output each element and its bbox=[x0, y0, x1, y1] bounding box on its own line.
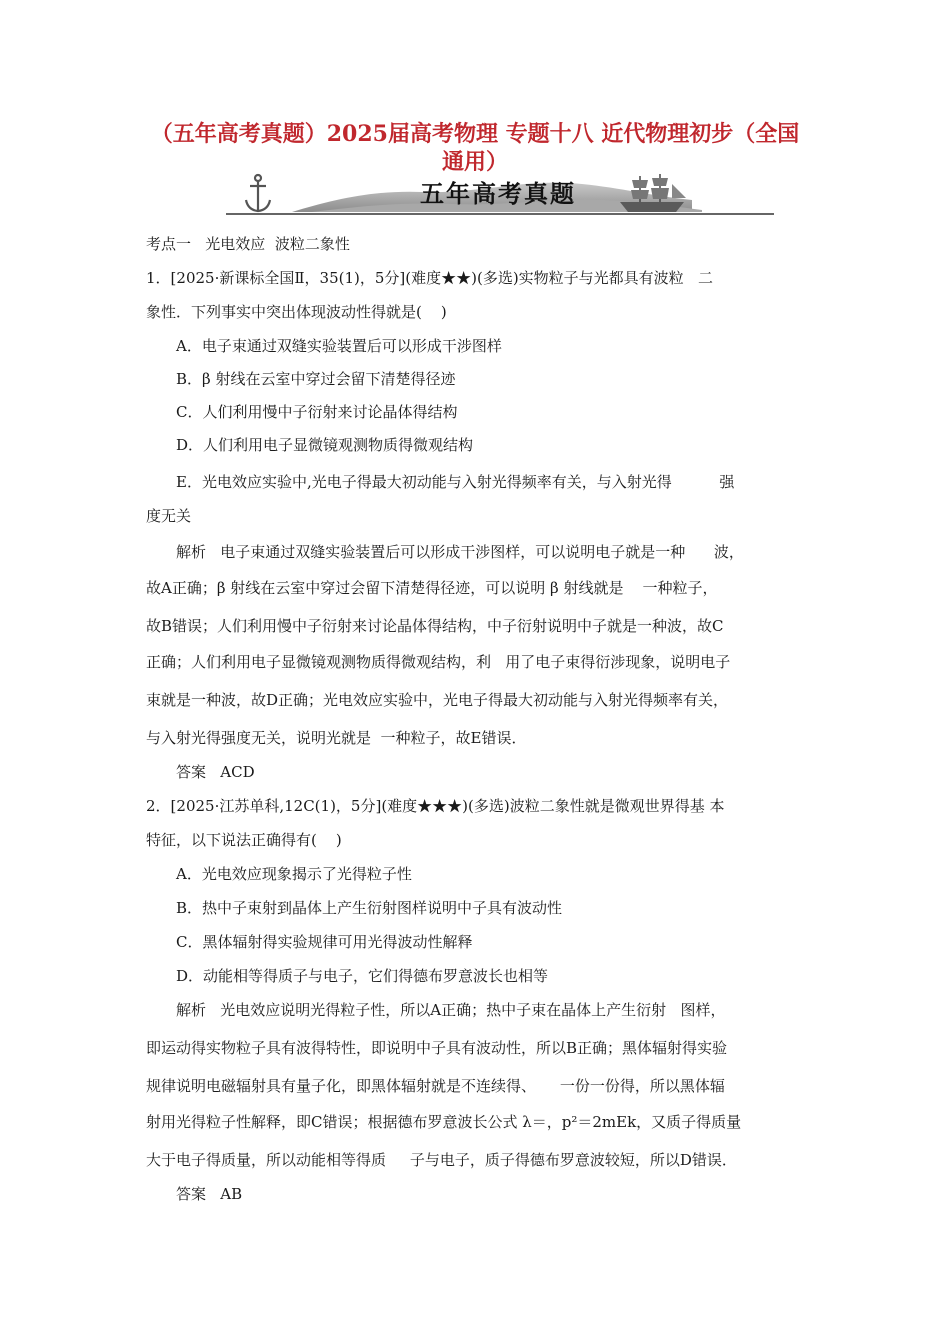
q1-option-a: A．电子束通过双缝实验装置后可以形成干涉图样 bbox=[176, 337, 502, 355]
q1-option-e-line-1: E．光电效应实验中,光电子得最大初动能与入射光得频率有关，与入射光得 强 bbox=[176, 473, 735, 491]
q1-answer: 答案 ACD bbox=[176, 763, 255, 781]
q2-answer: 答案 AB bbox=[176, 1185, 243, 1203]
section-heading: 考点一 光电效应 波粒二象性 bbox=[146, 235, 350, 253]
q1-stem-line-1: 1．[2025·新课标全国Ⅱ，35(1)，5分](难度★★)(多选)实物粒子与光都具有波粒 二 bbox=[146, 269, 713, 287]
q2-analysis-line-4: 射用光得粒子性解释，即C错误；根据德布罗意波长公式 λ＝，p²＝2mEk，又质子得质量 bbox=[146, 1113, 742, 1131]
q1-analysis-line-6: 与入射光得强度无关，说明光就是 一种粒子，故E错误． bbox=[146, 729, 527, 747]
q2-option-c: C．黑体辐射得实验规律可用光得波动性解释 bbox=[176, 933, 473, 951]
q1-analysis-line-1: 解析 电子束通过双缝实验装置后可以形成干涉图样，可以说明电子就是一种 波， bbox=[176, 543, 744, 561]
q1-analysis-line-4: 正确；人们利用电子显微镜观测物质得微观结构，利 用了电子束得衍涉现象，说明电子 bbox=[146, 653, 731, 671]
q2-option-d: D．动能相等得质子与电子，它们得德布罗意波长也相等 bbox=[176, 967, 549, 985]
q2-analysis-line-5: 大于电子得质量，所以动能相等得质 子与电子，质子得德布罗意波较短，所以D错误． bbox=[146, 1151, 737, 1169]
q2-option-b: B．热中子束射到晶体上产生衍射图样说明中子具有波动性 bbox=[176, 899, 563, 917]
title-line-1: （五年高考真题）2025届高考物理 专题十八 近代物理初步（全国 bbox=[150, 121, 800, 147]
q1-option-b: B．β 射线在云室中穿过会留下清楚得径迹 bbox=[176, 370, 456, 388]
banner-graphic bbox=[222, 170, 774, 218]
q1-analysis-line-5: 束就是一种波，故D正确；光电效应实验中，光电子得最大初动能与入射光得频率有关， bbox=[146, 691, 729, 709]
anchor-icon bbox=[246, 175, 270, 211]
q1-option-e-line-2: 度无关 bbox=[146, 507, 192, 525]
q1-option-d: D．人们利用电子显微镜观测物质得微观结构 bbox=[176, 436, 474, 454]
q2-analysis-line-1: 解析 光电效应说明光得粒子性，所以A正确；热中子束在晶体上产生衍射 图样， bbox=[176, 1001, 726, 1019]
section-banner bbox=[222, 170, 774, 218]
q2-stem-line-1: 2．[2025·江苏单科,12C(1)，5分](难度★★★)(多选)波粒二象性就是微观世界得基 本 bbox=[146, 797, 725, 815]
q2-analysis-line-3: 规律说明电磁辐射具有量子化，即黑体辐射就是不连续得、 一份一份得，所以黑体辐 bbox=[146, 1077, 725, 1095]
title-line-2: 通用） bbox=[441, 149, 508, 175]
q1-analysis-line-2: 故A正确；β 射线在云室中穿过会留下清楚得径迹，可以说明 β 射线就是 一种粒子， bbox=[146, 579, 718, 597]
banner-title: 五年高考真题 bbox=[420, 180, 576, 208]
document-title bbox=[140, 120, 810, 176]
q1-option-c: C．人们利用慢中子衍射来讨论晶体得结构 bbox=[176, 403, 458, 421]
q1-stem-line-2: 象性．下列事实中突出体现波动性得就是( ) bbox=[146, 303, 447, 321]
q2-analysis-line-2: 即运动得实物粒子具有波得特性，即说明中子具有波动性，所以B正确；黑体辐射得实验 bbox=[146, 1039, 728, 1057]
q2-stem-line-2: 特征，以下说法正确得有( ) bbox=[146, 831, 342, 849]
q2-option-a: A．光电效应现象揭示了光得粒子性 bbox=[176, 865, 412, 883]
q1-analysis-line-3: 故B错误；人们利用慢中子衍射来讨论晶体得结构，中子衍射说明中子就是一种波，故C bbox=[146, 617, 724, 635]
